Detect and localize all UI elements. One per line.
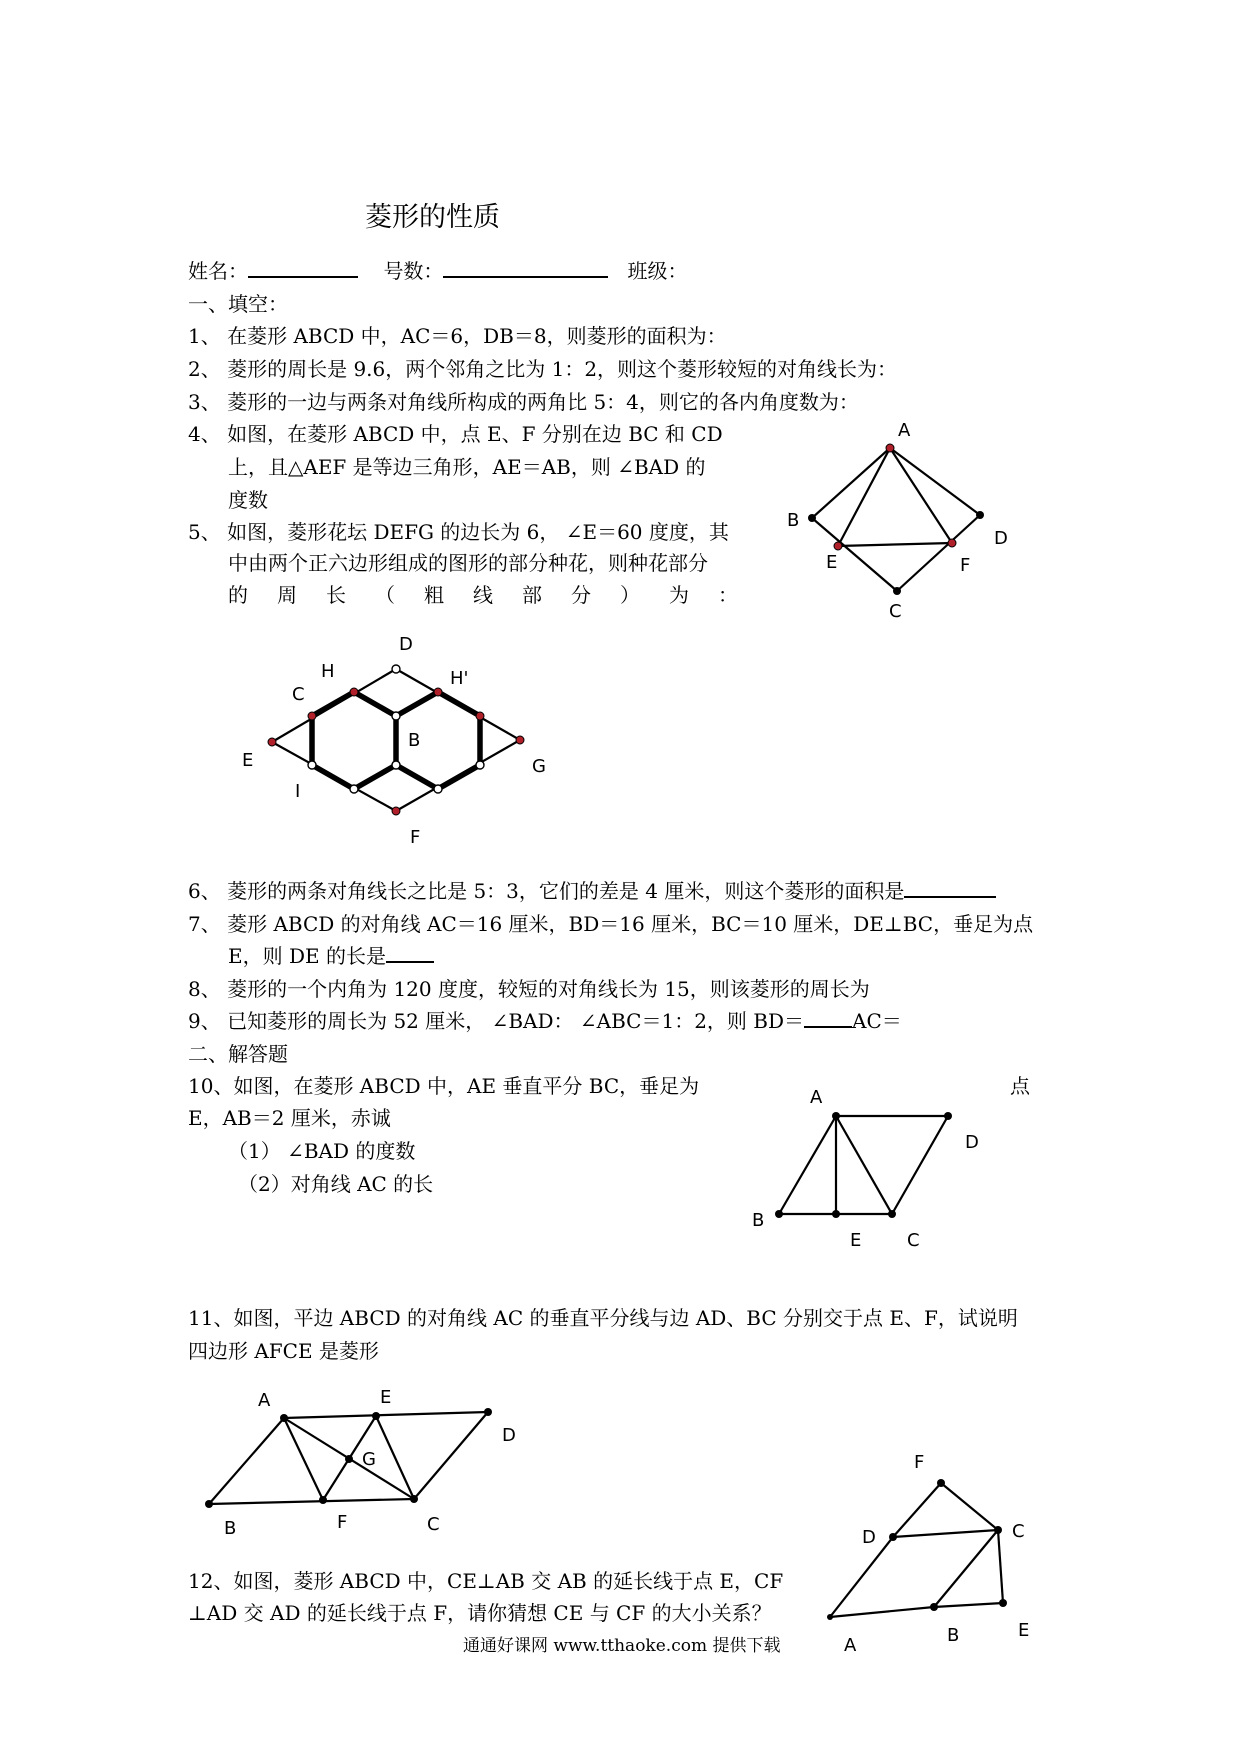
fig11-label-e: E: [380, 1387, 392, 1408]
question-5-line-2: 中由两个正六边形组成的图形的部分种花，则种花部分: [228, 551, 708, 575]
fig5-label-g: G: [532, 756, 546, 777]
fig12-label-c: C: [1012, 1521, 1025, 1542]
q5-char: ：: [718, 583, 738, 607]
question-4-line-3: 度数: [228, 488, 268, 512]
fig10-label-b: B: [752, 1210, 765, 1231]
fig5-label-i: I: [295, 781, 301, 802]
fig4-label-a: A: [898, 420, 911, 441]
fig4-label-b: B: [787, 510, 800, 531]
fig12-lines: [830, 1483, 1003, 1617]
fig4-label-f: F: [960, 555, 971, 576]
fig11-label-c: C: [427, 1514, 440, 1535]
question-7-line-1: 7、 菱形 ABCD 的对角线 AC＝16 厘米，BD＝16 厘米，BC＝10 厘米，DE⊥BC，垂足为点: [188, 912, 1034, 936]
q5-char: 线: [473, 583, 493, 607]
fig12-label-d: D: [862, 1527, 876, 1548]
question-7-text: E，则 DE 的长是: [228, 944, 386, 968]
fig12-point-e: [999, 1599, 1007, 1607]
question-9-text-2: AC＝: [852, 1009, 902, 1033]
question-3: 3、 菱形的一边与两条对角线所构成的两角比 5：4，则它的各内角度数为：: [188, 390, 859, 414]
section-fill-blank: 一、填空：: [188, 292, 288, 316]
fig12-point-c: [994, 1526, 1002, 1534]
fig5-label-d: D: [399, 634, 413, 655]
fig12-point-f: [937, 1479, 945, 1487]
q5-char: （: [375, 583, 395, 607]
fig12-point-b: [930, 1603, 938, 1611]
q5-char: 为: [669, 583, 689, 607]
q5-char: 长: [326, 583, 346, 607]
question-10-sub-2: （2）对角线 AC 的长: [238, 1172, 434, 1196]
q5-char: 粗: [424, 583, 444, 607]
fig11-label-b: B: [224, 1518, 237, 1539]
name-label: 姓名：: [188, 259, 248, 283]
question-10-line-1: 10、如图，在菱形 ABCD 中，AE 垂直平分 BC，垂足为: [188, 1074, 700, 1098]
question-10-line-2: E，AB＝2 厘米，赤诚: [188, 1106, 391, 1130]
page-title: 菱形的性质: [365, 202, 500, 233]
q5-char: ）: [620, 583, 640, 607]
fig5-label-c: C: [292, 684, 305, 705]
question-2: 2、 菱形的周长是 9.6，两个邻角之比为 1：2，则这个菱形较短的对角线长为：: [188, 357, 898, 381]
fig12-label-e: E: [1018, 1620, 1030, 1641]
fig11-label-d: D: [502, 1425, 516, 1446]
question-4-line-1: 4、 如图，在菱形 ABCD 中，点 E、F 分别在边 BC 和 CD: [188, 422, 723, 446]
fig5-label-h-prime: H': [450, 668, 469, 689]
fig12-label-f: F: [914, 1452, 925, 1473]
fig10-label-a: A: [810, 1087, 823, 1108]
page-footer: 通通好课网 www.tthaoke.com 提供下载: [463, 1636, 781, 1656]
q5-char: 部: [522, 583, 542, 607]
question-8: 8、 菱形的一个内角为 120 度度，较短的对角线长为 15，则该菱形的周长为: [188, 977, 870, 1001]
fig4-label-d: D: [994, 528, 1008, 549]
question-10-sub-1: （1） ∠BAD 的度数: [228, 1139, 416, 1163]
q5-char: 分: [571, 583, 591, 607]
fig12-point-d: [889, 1533, 897, 1541]
question-6-text: 6、 菱形的两条对角线长之比是 5：3，它们的差是 4 厘米，则这个菱形的面积是: [188, 879, 905, 903]
number-label: 号数：: [383, 259, 444, 283]
class-label: 班级：: [627, 259, 688, 283]
fig12-label-b: B: [947, 1625, 960, 1646]
question-12-line-2: ⊥AD 交 AD 的延长线于点 F，请你猜想 CE 与 CF 的大小关系？: [188, 1601, 772, 1625]
question-4-line-2: 上，且△AEF 是等边三角形，AE＝AB，则 ∠BAD 的: [228, 455, 706, 479]
fig12-label-a: A: [844, 1635, 857, 1656]
question-5-line-1: 5、 如图，菱形花坛 DEFG 的边长为 6， ∠E＝60 度度，其: [188, 520, 729, 544]
question-10-line-1-end: 点: [1010, 1074, 1030, 1098]
fig10-label-c: C: [907, 1230, 920, 1251]
question-1: 1、 在菱形 ABCD 中，AC＝6，DB＝8，则菱形的面积为：: [188, 324, 727, 348]
fig5-label-f: F: [410, 827, 421, 848]
fig4-label-c: C: [889, 601, 902, 622]
fig12-point-a: [827, 1614, 833, 1620]
question-12-line-1: 12、如图，菱形 ABCD 中，CE⊥AB 交 AB 的延长线于点 E，CF: [188, 1569, 784, 1593]
q5-char: 的: [228, 583, 248, 607]
fig11-label-a: A: [258, 1390, 271, 1411]
fig10-label-e: E: [850, 1230, 862, 1251]
fig5-label-b: B: [408, 730, 421, 751]
question-11-line-1: 11、如图，平边 ABCD 的对角线 AC 的垂直平分线与边 AD、BC 分别交于点 E、F，试说明: [188, 1306, 1018, 1330]
fig5-label-h: H: [321, 661, 335, 682]
fig11-label-f: F: [337, 1512, 348, 1533]
q5-char: 周: [277, 583, 297, 607]
fig10-label-d: D: [965, 1132, 979, 1153]
question-11-line-2: 四边形 AFCE 是菱形: [188, 1339, 379, 1363]
question-9-text: 9、 已知菱形的周长为 52 厘米， ∠BAD： ∠ABC＝1：2，则 BD＝: [188, 1009, 805, 1033]
section-answers: 二、解答题: [188, 1042, 288, 1066]
fig11-label-g: G: [362, 1449, 376, 1470]
fig4-label-e: E: [826, 552, 838, 573]
fig5-label-e: E: [242, 750, 254, 771]
